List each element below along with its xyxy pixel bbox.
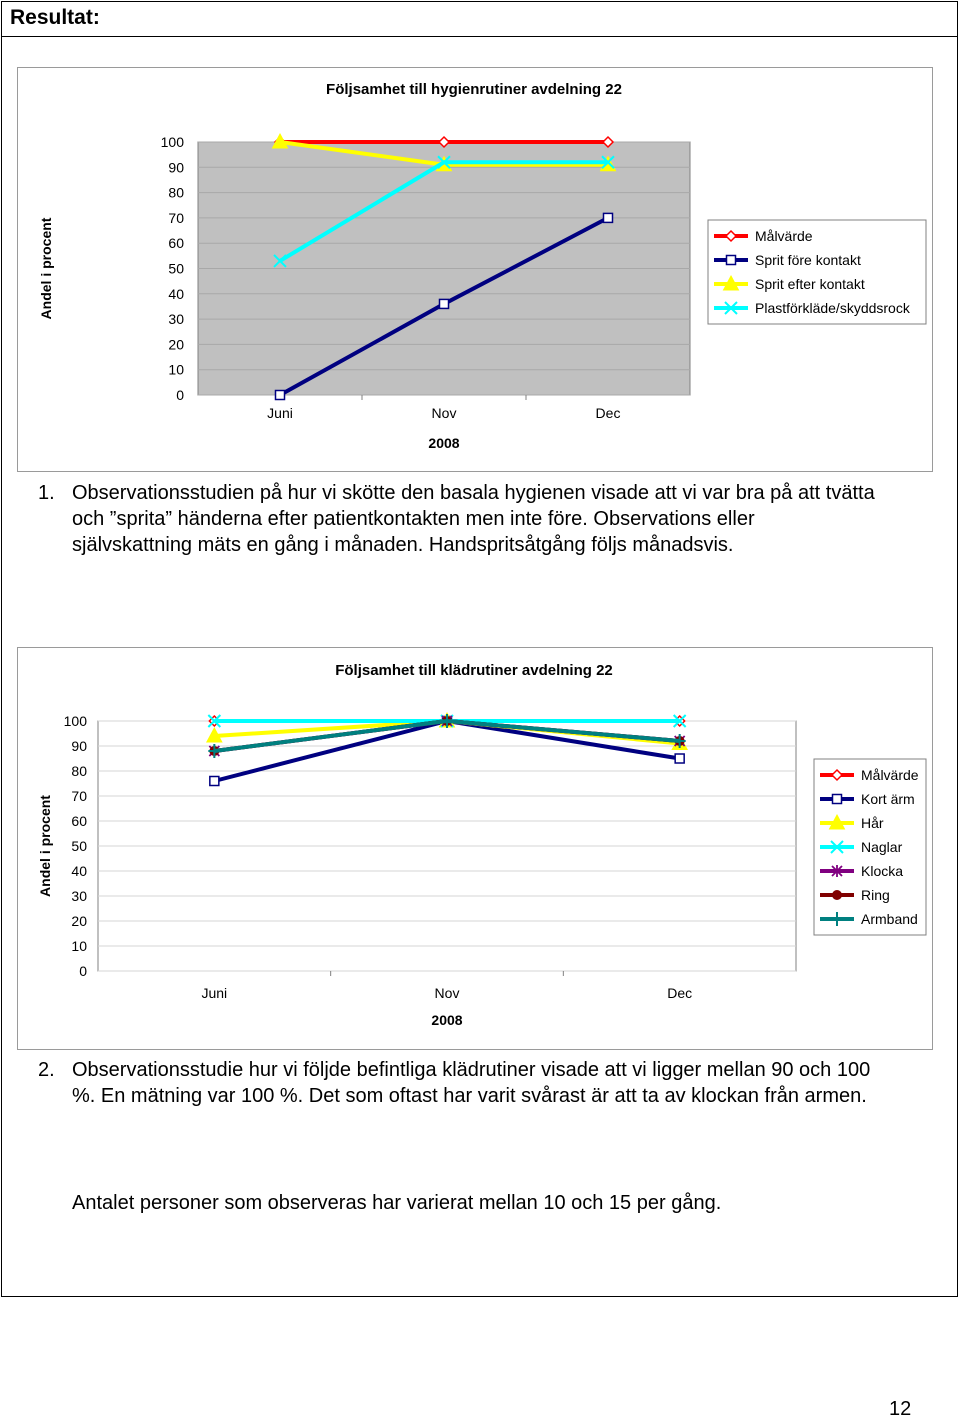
x-tick-label: Juni bbox=[201, 985, 228, 1001]
legend-label: Armband bbox=[861, 911, 918, 927]
data-point-sprit-fore-kontakt bbox=[276, 391, 285, 400]
data-point-sprit-fore-kontakt bbox=[440, 299, 449, 308]
y-tick-label: 90 bbox=[168, 159, 184, 176]
legend-label: Sprit efter kontakt bbox=[755, 276, 865, 292]
paragraph-text: Observationsstudien på hur vi skötte den basala hygienen visade att vi var bra på att tvätta och ”sprita” händerna efter patientkontakten men inte före. Observations eller självskattning mäts en gång i månaden. Handspritsåtgång följs månadsvis. bbox=[72, 482, 875, 556]
data-point-sprit-fore-kontakt bbox=[604, 213, 613, 222]
hygiene-chart-svg bbox=[18, 68, 932, 471]
section-title: Resultat: bbox=[10, 6, 100, 29]
y-tick-label: 60 bbox=[168, 235, 184, 252]
y-tick-label: 20 bbox=[71, 913, 87, 929]
y-tick-label: 30 bbox=[168, 311, 184, 328]
y-tick-label: 30 bbox=[71, 888, 87, 904]
y-tick-label: 60 bbox=[71, 813, 87, 829]
paragraph-text: Antalet personer som observeras har varierat mellan 10 och 15 per gång. bbox=[72, 1192, 722, 1214]
y-tick-label: 100 bbox=[160, 134, 184, 150]
legend-marker bbox=[727, 256, 736, 265]
x-axis-label: 2008 bbox=[428, 435, 460, 451]
observation-paragraph-2 bbox=[38, 1057, 878, 1109]
y-tick-label: 90 bbox=[71, 738, 87, 754]
y-tick-label: 20 bbox=[168, 336, 184, 353]
page-number: 12 bbox=[889, 1398, 912, 1420]
observation-paragraph-1 bbox=[38, 480, 878, 558]
legend-label: Plastförkläde/skyddsrock bbox=[755, 300, 910, 316]
y-tick-label: 50 bbox=[168, 260, 184, 277]
y-tick-label: 0 bbox=[79, 963, 87, 979]
y-tick-label: 50 bbox=[71, 838, 87, 854]
x-axis-label: 2008 bbox=[431, 1012, 463, 1028]
legend-label: Målvärde bbox=[861, 767, 919, 783]
legend-label: Hår bbox=[861, 815, 884, 831]
clothing-chart-svg bbox=[18, 648, 932, 1049]
clothing-chart bbox=[17, 647, 933, 1050]
y-axis-label: Andel i procent bbox=[37, 795, 53, 897]
paragraph-number: 1. bbox=[38, 482, 55, 504]
y-tick-label: 40 bbox=[71, 863, 87, 879]
x-tick-label: Juni bbox=[267, 405, 293, 421]
x-tick-label: Nov bbox=[431, 405, 457, 421]
y-tick-label: 80 bbox=[71, 763, 87, 779]
y-tick-label: 10 bbox=[71, 938, 87, 954]
legend-item bbox=[820, 839, 903, 855]
data-point-kort-arm bbox=[675, 754, 684, 763]
paragraph-text: Observationsstudie hur vi följde befintliga klädrutiner visade att vi ligger mellan 90 och 100 %. En mätning var 100 %. Det som oftast har varit svårast är att ta av klockan från armen. bbox=[72, 1059, 871, 1107]
legend-label: Klocka bbox=[861, 863, 904, 879]
x-tick-label: Nov bbox=[434, 985, 460, 1001]
legend-label: Målvärde bbox=[755, 228, 813, 244]
x-tick-label: Dec bbox=[595, 405, 621, 421]
y-tick-label: 100 bbox=[63, 713, 87, 729]
paragraph-number: 2. bbox=[38, 1059, 55, 1081]
y-axis-label: Andel i procent bbox=[38, 217, 54, 320]
legend-label: Ring bbox=[861, 887, 890, 903]
chart-title: Följsamhet till hygienrutiner avdelning 22 bbox=[326, 81, 622, 98]
legend-label: Sprit före kontakt bbox=[755, 252, 861, 268]
chart-title: Följsamhet till klädrutiner avdelning 22 bbox=[335, 662, 613, 679]
y-tick-label: 40 bbox=[168, 285, 184, 302]
y-tick-label: 10 bbox=[168, 361, 184, 378]
y-tick-label: 70 bbox=[168, 209, 184, 226]
legend-label: Kort ärm bbox=[861, 791, 915, 807]
data-point-kort-arm bbox=[210, 777, 219, 786]
y-tick-label: 0 bbox=[176, 387, 184, 403]
persons-observed-paragraph bbox=[72, 1190, 932, 1216]
title-band bbox=[2, 2, 957, 37]
y-tick-label: 70 bbox=[71, 788, 87, 804]
legend-label: Naglar bbox=[861, 839, 903, 855]
y-tick-label: 80 bbox=[168, 184, 184, 201]
hygiene-chart bbox=[17, 67, 933, 472]
x-tick-label: Dec bbox=[667, 985, 693, 1001]
legend-marker bbox=[833, 891, 842, 900]
legend-marker bbox=[833, 795, 842, 804]
